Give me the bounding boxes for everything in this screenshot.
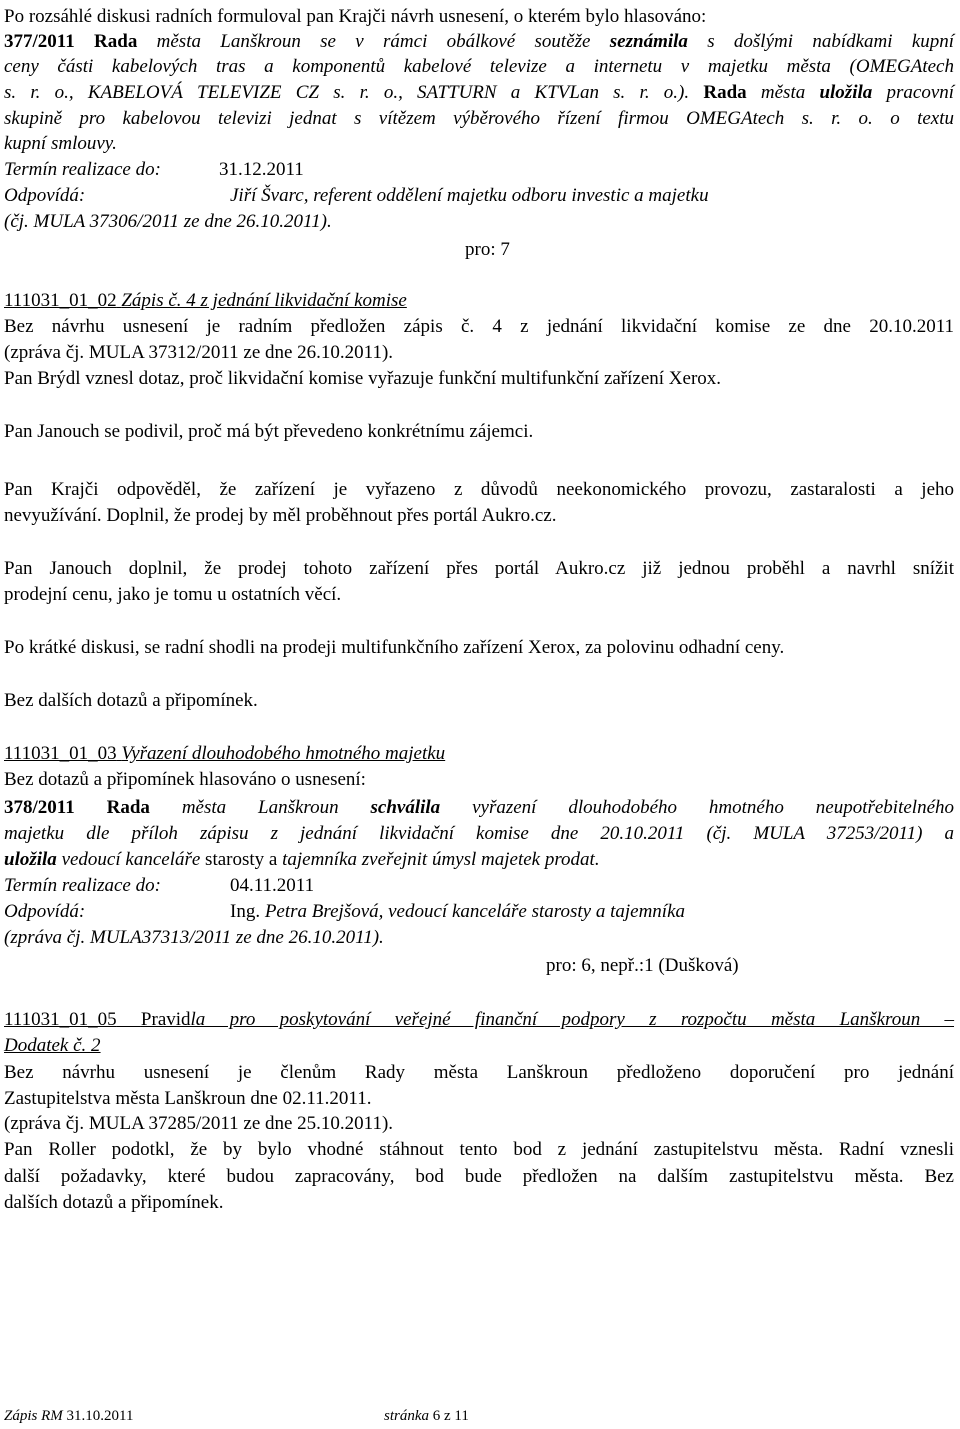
text-run: 04.11.2011: [230, 875, 315, 896]
text-run: (zpráva čj. MULA 37285/2011 ze dne 25.10.2011).: [4, 1113, 394, 1134]
text-run: stránka: [384, 1408, 429, 1424]
paragraph-line: [4, 368, 721, 390]
text-run: nevyužívání. Doplnil, že prodej by měl proběhnout přes portál Aukro.cz.: [4, 505, 557, 526]
text-run: Odpovídá:: [4, 901, 86, 922]
text-run: vyřazení dlouhodobého hmotného neupotřebitelného: [472, 797, 954, 818]
text-run: 111031_01_03: [4, 743, 117, 764]
text-run: pracovní: [886, 82, 955, 103]
text-run: s došlými nabídkami kupní: [707, 31, 955, 52]
paragraph-line: [4, 1166, 954, 1188]
text-run: Rada: [94, 31, 138, 52]
text-run: tajemníka zveřejnit úmysl majetek prodat.: [282, 849, 600, 870]
text-run: Rada: [106, 797, 150, 818]
text-run: Bez návrhu usnesení je radním předložen zápis č. 4 z jednání likvidační komise ze dne 20.10.2011: [4, 316, 954, 337]
paragraph-line: [4, 769, 366, 791]
text-run: pro: 7: [465, 239, 510, 260]
resolution-377-line-2: [4, 56, 954, 78]
text-run: starosty a: [205, 849, 278, 870]
paragraph-line: [4, 1113, 393, 1135]
text-run: Pan Janouch se podivil, proč má být převedeno konkrétnímu zájemci.: [4, 421, 534, 442]
text-run: schválila: [370, 797, 441, 818]
text-run: 31.12.2011: [219, 159, 304, 180]
text-run: Pan Brýdl vznesl dotaz, proč likvidační komise vyřazuje funkční multifunkční zařízení Xerox.: [4, 368, 722, 389]
resolution-number: 377/2011: [4, 31, 75, 52]
reference: [4, 211, 332, 233]
text-run: Pan Krajči odpověděl, že zařízení je vyřazeno z důvodů neekonomického provozu, zastaralosti a jeho: [4, 479, 954, 500]
footer-page-number: [384, 1407, 469, 1425]
text-run: .:1 (Dušková): [634, 955, 739, 976]
text-run: Zápis č. 4 z jednání likvidační komise: [121, 290, 407, 311]
text-run: la pro poskytování veřejné finanční podpory z rozpočtu města Lanškroun –: [190, 1009, 955, 1030]
text-run: města Lanškroun se v rámci obálkové soutěže: [156, 31, 591, 52]
footer-left: [4, 1407, 133, 1425]
paragraph-line: [4, 316, 954, 338]
text-run: Termín realizace do:: [4, 875, 161, 896]
paragraph-line: [4, 558, 954, 580]
paragraph-line: [4, 637, 784, 659]
responsible-value: [230, 901, 685, 923]
text-run: Petra Brejšová, vedoucí kanceláře starosty a tajemníka: [264, 901, 685, 922]
paragraph-line: [4, 505, 556, 527]
text-run: Vyřazení dlouhodobého hmotného majetku: [121, 743, 446, 764]
text-run: s. r. o., KABELOVÁ TELEVIZE CZ s. r. o., SATTURN a KTVLan s. r. o.).: [4, 82, 690, 103]
vote-result: [546, 955, 739, 977]
text-run: Zápis RM: [4, 1408, 63, 1424]
text-run: Bez dalších dotazů a připomínek.: [4, 690, 258, 711]
text-run: další požadavky, které budou zapracovány, bod bude předložen na dalším zastupitelstvu města. Bez: [4, 1166, 954, 1187]
text-run: prodejní cenu, jako je tomu u ostatních věcí.: [4, 584, 342, 605]
text-run: Pan Roller podotkl, že by bylo vhodné stáhnout tento bod z jednání zastupitelstvu města. Radní vznesli: [4, 1139, 954, 1160]
text-run: skupině pro kabelovou televizi jednat s vítězem výběrového řízení firmou OMEGAtech s. r. o. o textu: [4, 108, 954, 129]
text-run: 111031_01_05: [4, 1009, 117, 1030]
resolution-378-line-3: [4, 849, 600, 871]
text-run: uložila: [4, 849, 57, 870]
paragraph-line: [4, 1139, 954, 1161]
paragraph-line: [4, 584, 341, 606]
text-run: Odpovídá:: [4, 185, 86, 206]
paragraph-line: [4, 1192, 224, 1214]
resolution-number: 378/2011: [4, 797, 75, 818]
text-run: Zastupitelstva města Lanškroun dne 02.11.2011.: [4, 1088, 372, 1109]
resolution-377-line-1: [4, 31, 954, 53]
paragraph-line: [4, 1062, 954, 1084]
text-run: (zpráva čj. MULA 37312/2011 ze dne 26.10.2011).: [4, 342, 394, 363]
resolution-378-line-2: [4, 823, 954, 845]
text-run: 31.10.2011: [66, 1408, 134, 1424]
text-run: Ing.: [230, 901, 261, 922]
item-heading: [4, 1009, 954, 1031]
responsible-label: [4, 901, 85, 923]
text-run: 111031_01_02: [4, 290, 117, 311]
text-run: Po krátké diskusi, se radní shodli na prodeji multifunkčního zařízení Xerox, za polovinu odhadní ceny.: [4, 637, 785, 658]
deadline-value: [219, 159, 304, 181]
text-run: Pravid: [140, 1009, 191, 1030]
deadline-label: [4, 159, 161, 181]
text-run: 6 z 11: [432, 1408, 469, 1424]
responsible-value: [230, 185, 709, 207]
deadline-label: [4, 875, 161, 897]
reference: [4, 927, 384, 949]
item-heading: [4, 743, 445, 765]
text-run: majetku dle příloh zápisu z jednání likvidační komise dne 20.10.2011 (čj. MULA 37253/2011) a: [4, 823, 954, 844]
text-run: Pan Janouch doplnil, že prodej tohoto zařízení přes portál Aukro.cz již jednou proběhl a navrhl snížit: [4, 558, 954, 579]
text-run: vedoucí kanceláře: [61, 849, 201, 870]
resolution-378-line-1: [4, 797, 954, 819]
paragraph-line: [4, 6, 706, 28]
text-run: uložila: [819, 82, 873, 103]
responsible-label: [4, 185, 85, 207]
paragraph-line: [4, 421, 533, 443]
resolution-377-line-3: [4, 82, 954, 104]
text-run: Dodatek č. 2: [4, 1035, 101, 1056]
paragraph-line: [4, 1088, 371, 1110]
paragraph-line: [4, 690, 258, 712]
text-run: Bez dotazů a připomínek hlasováno o usnesení:: [4, 769, 366, 790]
item-heading-line-2: [4, 1035, 101, 1057]
resolution-377-line-4: [4, 108, 954, 130]
text-run: (čj. MULA 37306/2011 ze dne 26.10.2011).: [4, 211, 332, 232]
deadline-value: [230, 875, 314, 897]
text-run: (zpráva čj. MULA37313/2011 ze dne 26.10.2011).: [4, 927, 384, 948]
text-run: Po rozsáhlé diskusi radních formuloval pan Krajči návrh usnesení, o kterém bylo hlasováno:: [4, 6, 707, 27]
vote-result: [465, 239, 510, 261]
paragraph-line: [4, 479, 954, 501]
text-run: Rada: [703, 82, 747, 103]
paragraph-line: [4, 342, 393, 364]
text-run: Bez návrhu usnesení je členům Rady města Lanškroun předloženo doporučení pro jednání: [4, 1062, 954, 1083]
text-run: města Lanškroun: [181, 797, 339, 818]
text-run: seznámila: [609, 31, 688, 52]
text-run: kupní smlouvy.: [4, 133, 117, 154]
item-heading: [4, 290, 407, 312]
resolution-377-line-5: [4, 133, 117, 155]
text-run: dalších dotazů a připomínek.: [4, 1192, 224, 1213]
text-run: Termín realizace do:: [4, 159, 161, 180]
text-run: Jiří Švarc, referent oddělení majetku odboru investic a majetku: [230, 185, 709, 206]
text-run: pro: 6, nepř: [546, 955, 635, 976]
text-run: města: [760, 82, 806, 103]
text-run: ceny části kabelových tras a komponentů kabelové televize a internetu v majetku města (OMEGAtech: [4, 56, 954, 77]
